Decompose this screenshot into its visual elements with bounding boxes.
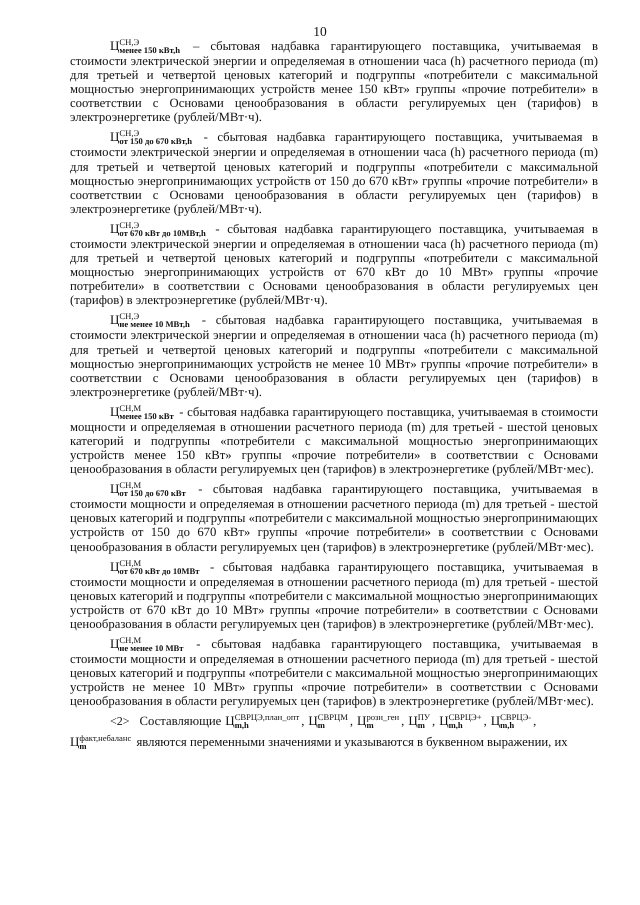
symbol-superscript: СН,Э: [119, 311, 140, 322]
symbol-base: Ц: [357, 713, 367, 729]
components-paragraph: [70, 713, 598, 729]
price-symbol: [308, 712, 349, 731]
symbol-base: Ц: [110, 129, 120, 145]
symbol-base: Ц: [110, 312, 120, 328]
symbol-scripts: [119, 481, 185, 497]
symbol-scripts: [119, 636, 183, 652]
price-symbol: [110, 480, 188, 499]
definition-paragraph: [70, 559, 598, 631]
symbol-scripts: [119, 129, 192, 145]
symbol-superscript: факт,небаланс: [79, 733, 132, 744]
definition-text: - сбытовая надбавка гарантирующего поставщика, учитываемая в стоимости мощности и определяемая в отношении расчетного периода (m) для третьей - шестой ценовых категорий и подгруппы «потребители с максимальной мощностью энергопринимающих устройств менее 150 кВт» группы «прочие потребители» в соответствии с Основами ценообразования в области регулируемых цен (тарифов) в электроэнергетике (рублей/МВт·мес).: [70, 404, 598, 477]
symbol-superscript: розн_ген: [366, 712, 400, 723]
symbol-base: Ц: [408, 713, 418, 729]
separator: ,: [533, 714, 537, 729]
symbol-superscript: СН,М: [119, 557, 142, 568]
separator: ,: [401, 714, 405, 729]
definition-paragraph: [70, 221, 598, 307]
components-tail: являются переменными значениями и указываются в буквенном выражении, их: [136, 735, 568, 750]
symbol-superscript: СН,М: [119, 635, 142, 645]
symbol-superscript: СВРЦЭ-: [500, 712, 532, 723]
symbol-subscript: не менее 10 МВт: [119, 643, 184, 653]
symbol-superscript: СВРЦЭ,план_опт: [234, 712, 300, 723]
document-body: [70, 38, 598, 750]
page-number: 10: [313, 24, 327, 39]
symbol-base: Ц: [110, 220, 120, 236]
symbol-base: Ц: [225, 713, 235, 729]
definition-text: - сбытовая надбавка гарантирующего поставщика, учитываемая в стоимости электрической энергии и определяемая в отношении часа (h) расчетного периода (m) для третьей и четвертой ценовых категорий и подгруппы «потребители с максимальной мощностью энергопринимающих устройств не менее 10 МВт» группы «прочие потребители» в соответствии с Основами ценообразования в области регулируемых цен (тарифов) в электроэнергетике (рублей/МВт·ч).: [70, 313, 598, 399]
symbol-subscript: от 670 кВт до 10МВт,h: [119, 227, 206, 238]
price-symbol: [408, 712, 432, 731]
symbol-base: Ц: [308, 713, 318, 729]
symbol-superscript: СВРЦЭ+: [448, 712, 482, 723]
definition-paragraph: [70, 481, 598, 553]
definition-text: - сбытовая надбавка гарантирующего поставщика, учитываемая в стоимости мощности и определяемая в отношении расчетного периода (m) для третьей - шестой ценовых категорий и подгруппы «потребители с максимальной мощностью энергопринимающих устройств не менее 10 МВт» группы «прочие потребители» в соответствии с Основами ценообразования в области регулируемых цен (тарифов) в электроэнергетике (рублей/МВт·мес).: [70, 637, 598, 709]
symbol-subscript: m: [317, 720, 325, 731]
symbol-subscript: менее 150 кВт,h: [119, 45, 181, 55]
separator: ,: [483, 714, 487, 729]
price-symbol: [490, 712, 533, 731]
symbol-base: Ц: [110, 38, 120, 53]
price-symbol: [110, 402, 176, 421]
price-symbol: [110, 311, 192, 330]
symbol-scripts: [119, 559, 199, 575]
definition-text: - сбытовая надбавка гарантирующего поставщика, учитываемая в стоимости мощности и определяемая в отношении расчетного периода (m) для третьей - шестой ценовых категорий и подгруппы «потребители с максимальной мощностью энергопринимающих устройств от 670 кВт до 10 МВт» группы «прочие потребители» в соответствии с Основами ценообразования в области регулируемых цен (тарифов) в электроэнергетике (рублей/МВт·мес).: [70, 559, 598, 631]
separator: ,: [301, 714, 305, 729]
definition-paragraph: [70, 312, 598, 398]
symbol-scripts: [418, 713, 430, 729]
symbol-subscript: менее 150 кВт: [119, 410, 174, 421]
symbol-superscript: СН,Э: [119, 219, 140, 230]
symbol-scripts: [235, 713, 300, 729]
symbol-subscript: m: [79, 741, 87, 752]
symbol-scripts: [449, 713, 482, 729]
symbol-base: Ц: [70, 734, 80, 750]
symbol-subscript: m: [417, 720, 425, 731]
symbol-superscript: СН,Э: [119, 128, 140, 139]
symbol-superscript: СН,М: [119, 402, 142, 413]
price-symbol: [70, 733, 133, 752]
symbol-superscript: СН,Э: [119, 37, 140, 47]
symbol-subscript: от 150 до 670 кВт: [119, 488, 186, 499]
symbol-scripts: [119, 38, 180, 54]
symbol-base: Ц: [110, 481, 120, 497]
symbol-scripts: [500, 713, 531, 729]
definition-paragraph: [70, 38, 598, 124]
symbol-scripts: [119, 404, 173, 420]
symbol-subscript: не менее 10 МВт,h: [119, 319, 190, 330]
symbol-superscript: ПУ: [417, 712, 431, 723]
price-symbol: [439, 712, 483, 731]
symbol-scripts: [366, 713, 399, 729]
definition-paragraph: [70, 129, 598, 215]
definition-text: - сбытовая надбавка гарантирующего поставщика, учитываемая в стоимости электрической энергии и определяемая в отношении часа (h) расчетного периода (m) для третьей и четвертой ценовых категорий и подгруппы «потребители с максимальной мощностью энергопринимающих устройств от 150 до 670 кВт» группы «прочие потребители» в соответствии с Основами ценообразования в области регулируемых цен (тарифов) в электроэнергетике (рублей/МВт·ч).: [70, 130, 598, 216]
price-symbol: [110, 219, 208, 238]
symbol-subscript: m,h: [448, 720, 463, 731]
symbol-base: Ц: [439, 713, 449, 729]
price-symbol: [110, 557, 202, 576]
symbol-base: Ц: [110, 403, 120, 419]
symbol-base: Ц: [110, 636, 120, 651]
footnote-marker: <2>: [110, 714, 130, 729]
price-symbol: [357, 712, 401, 731]
definition-paragraph: [70, 636, 598, 708]
symbol-subscript: m: [366, 720, 374, 731]
symbol-subscript: m,h: [234, 720, 249, 731]
price-symbol: [110, 39, 182, 53]
symbol-scripts: [119, 312, 189, 328]
separator: ,: [432, 714, 436, 729]
symbol-superscript: СН,М: [119, 480, 142, 491]
components-lead: Составляющие: [139, 714, 222, 729]
separator: ,: [349, 714, 354, 729]
symbol-base: Ц: [490, 713, 501, 729]
definition-paragraph: [70, 404, 598, 476]
symbol-subscript: m,h: [500, 720, 515, 731]
definition-text: - сбытовая надбавка гарантирующего поставщика, учитываемая в стоимости мощности и определяемая в отношении расчетного периода (m) для третьей - шестой ценовых категорий и подгруппы «потребители с максимальной мощностью энергопринимающих устройств от 150 до 670 кВт» группы «прочие потребители» в соответствии с Основами ценообразования в области регулируемых цен (тарифов) в электроэнергетике (рублей/МВт·мес).: [70, 482, 598, 554]
price-symbol: [225, 712, 301, 731]
definition-text: - сбытовая надбавка гарантирующего поставщика, учитываемая в стоимости электрической энергии и определяемая в отношении часа (h) расчетного периода (m) для третьей и четвертой ценовых категорий и подгруппы «потребители с максимальной мощностью энергопринимающих устройств от 670 кВт до 10 МВт» группы «прочие потребители» в соответствии с Основами ценообразования в области регулируемых цен (тарифов) в электроэнергетике (рублей/МВт·ч).: [70, 221, 598, 308]
symbol-superscript: СВРЦМ: [317, 712, 348, 723]
price-symbol: [110, 128, 194, 147]
symbol-base: Ц: [110, 558, 120, 574]
symbol-scripts: [79, 734, 131, 750]
definition-text: – сбытовая надбавка гарантирующего поставщика, учитываемая в стоимости электрической энергии и определяемая в отношении часа (h) расчетного периода (m) для третьей и четвертой ценовых категорий и подгруппы «потребители с максимальной мощностью энергопринимающих устройств менее 150 кВт» группы «прочие потребители» в соответствии с Основами ценообразования в области регулируемых цен (тарифов) в электроэнергетике (рублей/МВт·ч).: [70, 39, 598, 125]
components-continuation: [70, 734, 598, 750]
symbol-scripts: [119, 221, 205, 237]
symbol-subscript: от 670 кВт до 10МВт: [119, 565, 200, 576]
symbol-subscript: от 150 до 670 кВт,h: [119, 136, 193, 147]
symbol-scripts: [318, 713, 348, 729]
price-symbol: [110, 637, 186, 651]
